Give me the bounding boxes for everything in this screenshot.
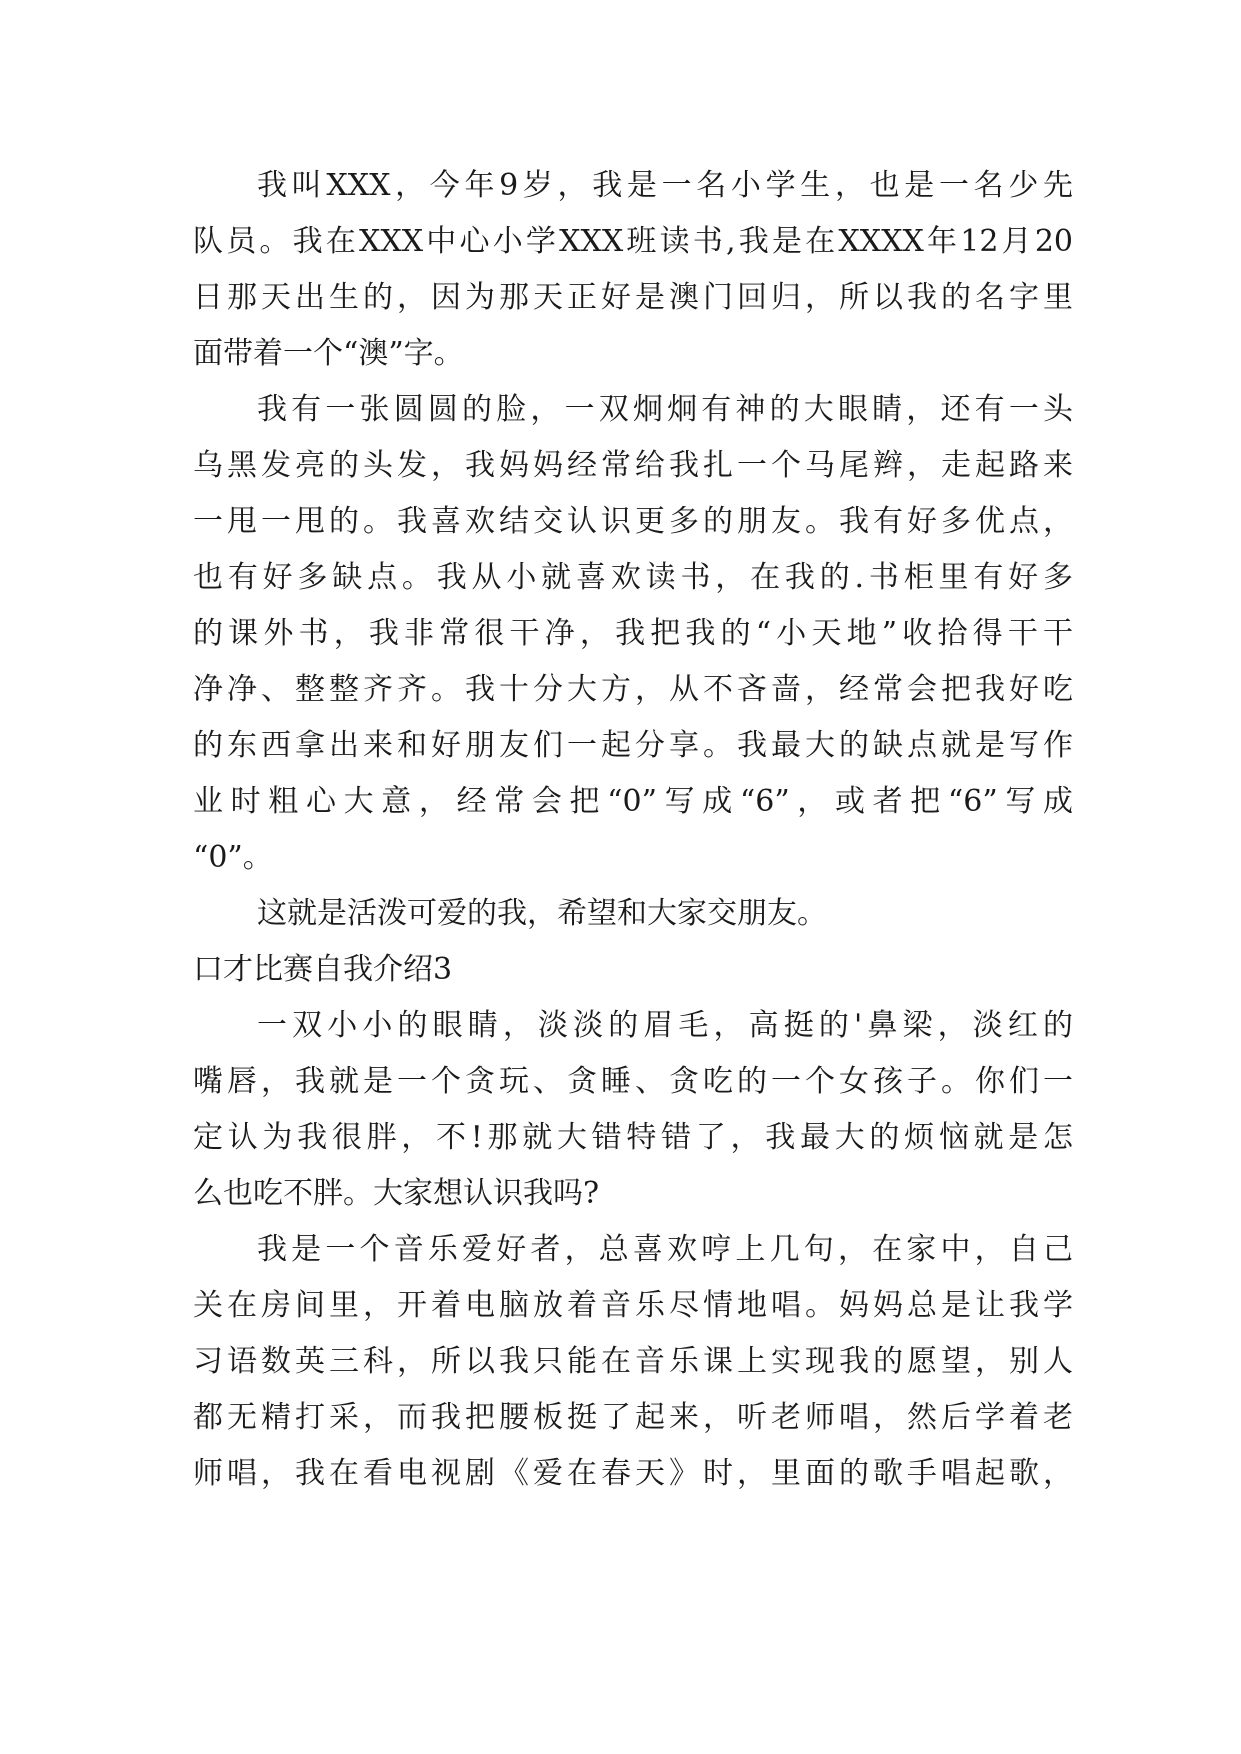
paragraph-2-line-5: 的课外书，我非常很干净，我把我的“小天地”收拾得干干 [193,616,1073,651]
paragraph-2-line-8: 业时粗心大意，经常会把“0”写成“6”，或者把“6”写成 [193,784,1073,819]
paragraph-4-line-2: 嘴唇，我就是一个贪玩、贪睡、贪吃的一个女孩子。你们一 [193,1064,1073,1099]
paragraph-2-line-4: 也有好多缺点。我从小就喜欢读书，在我的.书柜里有好多 [193,560,1073,595]
paragraph-2-line-7: 的东西拿出来和好朋友们一起分享。我最大的缺点就是写作 [193,728,1073,763]
paragraph-5-line-4: 都无精打采，而我把腰板挺了起来，听老师唱，然后学着老 [193,1400,1073,1435]
paragraph-4-line-4: 么也吃不胖。大家想认识我吗? [193,1176,600,1211]
paragraph-5-line-5: 师唱，我在看电视剧《爱在春天》时，里面的歌手唱起歌， [193,1456,1073,1491]
paragraph-1-line-2: 队员。我在XXX中心小学XXX班读书,我是在XXXX年12月20 [193,224,1073,259]
paragraph-2-line-9: “0”。 [193,840,273,875]
paragraph-2-line-1: 我有一张圆圆的脸，一双炯炯有神的大眼睛，还有一头 [257,392,1073,427]
paragraph-4-line-3: 定认为我很胖，不!那就大错特错了，我最大的烦恼就是怎 [193,1120,1073,1155]
paragraph-4-line-1: 一双小小的眼睛，淡淡的眉毛，高挺的'鼻梁，淡红的 [257,1008,1073,1043]
paragraph-2-line-2: 乌黑发亮的头发，我妈妈经常给我扎一个马尾辫，走起路来 [193,448,1073,483]
paragraph-1-line-1: 我叫XXX，今年9岁，我是一名小学生，也是一名少先 [257,168,1073,203]
paragraph-1-line-4: 面带着一个“澳”字。 [193,336,464,371]
paragraph-5-line-2: 关在房间里，开着电脑放着音乐尽情地唱。妈妈总是让我学 [193,1288,1073,1323]
paragraph-3-line-1: 这就是活泼可爱的我，希望和大家交朋友。 [257,896,827,931]
paragraph-5-line-3: 习语数英三科，所以我只能在音乐课上实现我的愿望，别人 [193,1344,1073,1379]
paragraph-5-line-1: 我是一个音乐爱好者，总喜欢哼上几句，在家中，自己 [257,1232,1073,1267]
section-heading: 口才比赛自我介绍3 [193,952,453,987]
paragraph-2-line-6: 净净、整整齐齐。我十分大方，从不吝啬，经常会把我好吃 [193,672,1073,707]
paragraph-1-line-3: 日那天出生的，因为那天正好是澳门回归，所以我的名字里 [193,280,1073,315]
paragraph-2-line-3: 一甩一甩的。我喜欢结交认识更多的朋友。我有好多优点， [193,504,1073,539]
